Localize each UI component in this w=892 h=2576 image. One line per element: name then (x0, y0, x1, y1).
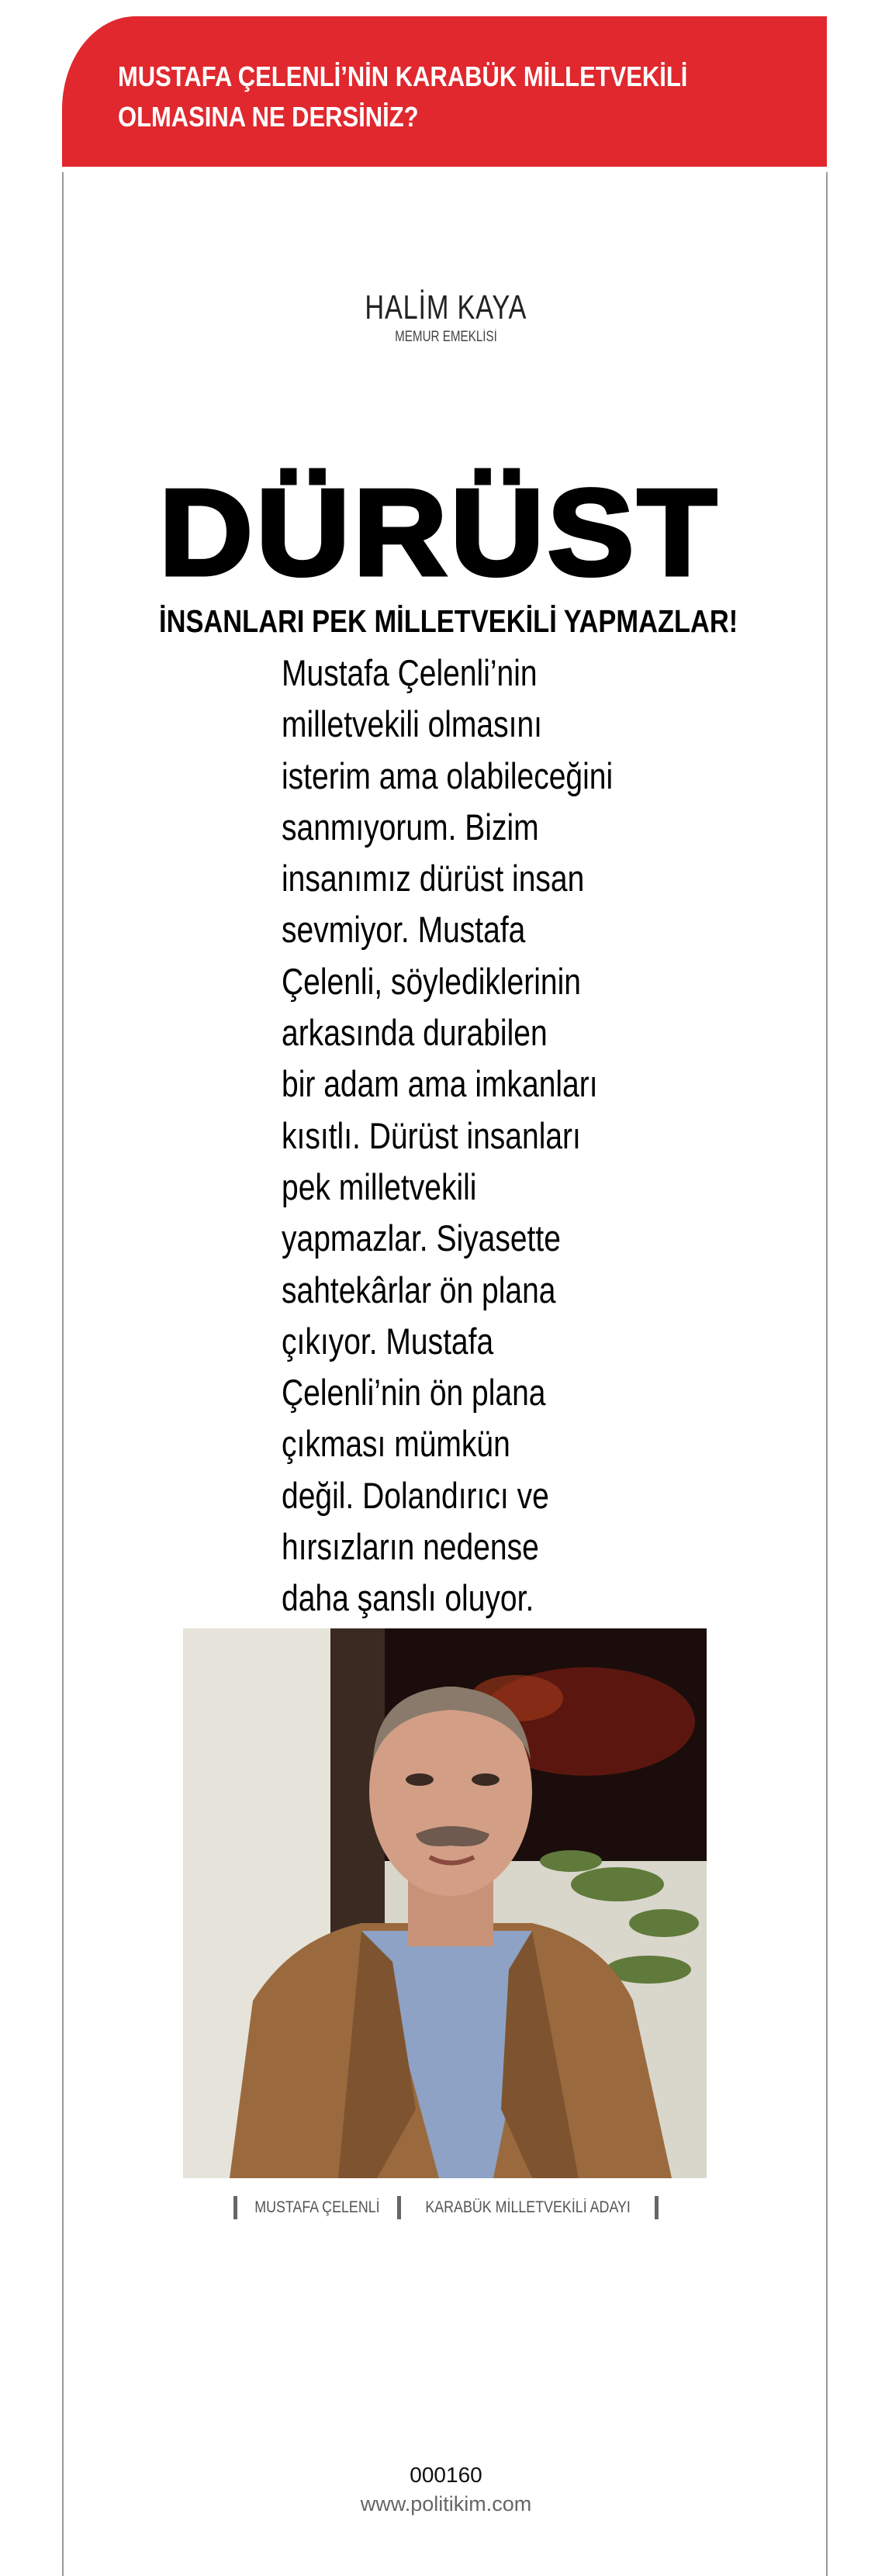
body-line: sahtekârlar ön plana (282, 1269, 556, 1310)
body-line: Çelenli’nin ön plana (282, 1372, 546, 1414)
body-line: çıkması mümkün (282, 1423, 510, 1465)
caption-name: MUSTAFA ÇELENLİ (254, 2198, 380, 2216)
author-block (0, 288, 892, 346)
body-line: hırsızların nedense (282, 1526, 539, 1568)
body-line: sanmıyorum. Bizim (282, 806, 539, 848)
caption-divider (655, 2196, 659, 2219)
headline: DÜRÜST (159, 464, 721, 601)
photo-caption (0, 2196, 892, 2219)
author-role: MEMUR EMEKLİSİ (395, 329, 497, 345)
header-banner (62, 16, 827, 167)
caption-title: KARABÜK MİLLETVEKİLİ ADAYI (425, 2198, 631, 2216)
body-line: değil. Dolandırıcı ve (282, 1474, 549, 1516)
body-line: Çelenli, söylediklerinin (282, 960, 581, 1002)
body-line: isterim ama olabileceğini (282, 754, 614, 796)
portrait-photo (183, 1628, 707, 2178)
caption-divider (397, 2196, 401, 2219)
body-line: Mustafa Çelenli’nin (282, 652, 538, 693)
article-body (282, 647, 747, 1625)
body-line: sevmiyor. Mustafa (282, 909, 526, 951)
body-line: pek milletvekili (282, 1165, 477, 1207)
body-line: kısıtlı. Dürüst insanları (282, 1114, 581, 1156)
website-url: www.politikim.com (360, 2492, 532, 2516)
page-code: 000160 (410, 2463, 482, 2487)
body-line: insanımız dürüst insan (282, 858, 585, 900)
body-line: arkasında durabilen (282, 1012, 548, 1054)
portrait-illustration (183, 1628, 707, 2178)
body-line: yapmazlar. Siyasette (282, 1217, 561, 1259)
caption-divider (233, 2196, 237, 2219)
body-line: bir adam ama imkanları (282, 1063, 598, 1105)
subheadline: İNSANLARI PEK MİLLETVEKİLİ YAPMAZLAR! (159, 603, 738, 639)
banner-title-line-1: MUSTAFA ÇELENLİ’NİN KARABÜK MİLLETVEKİLİ (118, 60, 688, 92)
body-line: milletvekili olmasını (282, 703, 543, 745)
banner-title (118, 57, 687, 137)
body-line: daha şanslı oluyor. (282, 1577, 534, 1619)
body-line: çıkıyor. Mustafa (282, 1320, 494, 1362)
author-name: HALİM KAYA (365, 288, 527, 326)
banner-title-line-2: OLMASINA NE DERSİNİZ? (118, 101, 419, 133)
